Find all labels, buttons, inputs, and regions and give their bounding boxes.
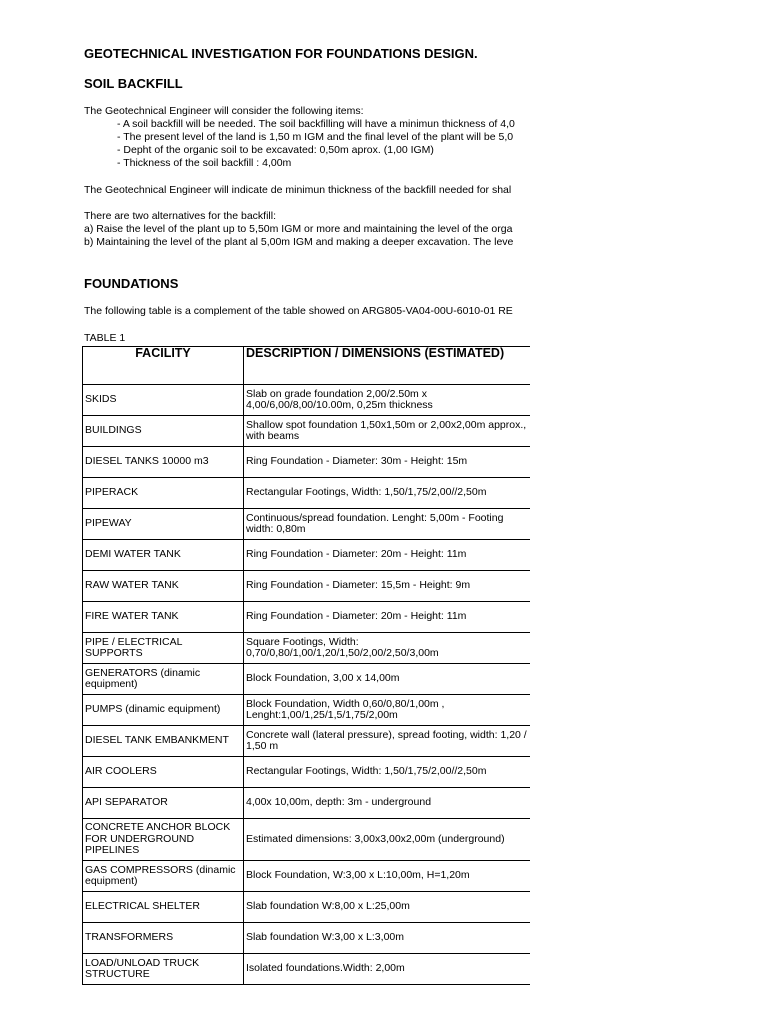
facility-cell: FIRE WATER TANK: [83, 602, 244, 633]
table-row: [83, 757, 531, 788]
table-row: [83, 602, 531, 633]
foundations-heading: FOUNDATIONS: [84, 276, 179, 291]
description-cell: Ring Foundation - Diameter: 20m - Height: 11m: [244, 540, 531, 571]
table-row: [83, 509, 531, 540]
soil-backfill-item: - The present level of the land is 1,50 m IGM and the final level of the plant will be 5,0: [117, 131, 514, 143]
description-cell: Block Foundation, W:3,00 x L:10,00m, H=1,20m: [244, 861, 531, 892]
facility-cell: LOAD/UNLOAD TRUCK STRUCTURE: [83, 954, 244, 985]
document-title: GEOTECHNICAL INVESTIGATION FOR FOUNDATIONS DESIGN.: [84, 46, 478, 61]
alternative-b: b) Maintaining the level of the plant al 5,00m IGM and making a deeper excavation. The leve: [84, 236, 514, 248]
table-label: TABLE 1: [84, 332, 126, 344]
description-cell: Isolated foundations.Width: 2,00m: [244, 954, 531, 985]
table-row: [83, 861, 531, 892]
table-row: [83, 633, 531, 664]
description-cell: Continuous/spread foundation. Lenght: 5,00m - Footing width: 0,80m: [244, 509, 531, 540]
foundations-table: [82, 346, 530, 985]
table-row: [83, 416, 531, 447]
facility-cell: DIESEL TANKS 10000 m3: [83, 447, 244, 478]
table-row: [83, 571, 531, 602]
minimum-thickness-note: The Geotechnical Engineer will indicate de minimun thickness of the backfill needed for shal: [84, 184, 512, 196]
description-cell: Slab foundation W:3,00 x L:3,00m: [244, 923, 531, 954]
facility-cell: GENERATORS (dinamic equipment): [83, 664, 244, 695]
facility-cell: ELECTRICAL SHELTER: [83, 892, 244, 923]
table-header-row: [83, 347, 531, 385]
table-row: [83, 695, 531, 726]
table-row: [83, 540, 531, 571]
description-cell: Concrete wall (lateral pressure), spread footing, width: 1,20 / 1,50 m: [244, 726, 531, 757]
description-cell: Block Foundation, 3,00 x 14,00m: [244, 664, 531, 695]
description-cell: Slab on grade foundation 2,00/2.50m x 4,00/6,00/8,00/10.00m, 0,25m thickness: [244, 385, 531, 416]
table-row: [83, 664, 531, 695]
facility-cell: PIPERACK: [83, 478, 244, 509]
foundations-intro: The following table is a complement of the table showed on ARG805-VA04-00U-6010-01 RE: [84, 305, 513, 317]
facility-cell: TRANSFORMERS: [83, 923, 244, 954]
facility-cell: PIPEWAY: [83, 509, 244, 540]
column-header-facility: FACILITY: [83, 347, 244, 385]
facility-cell: CONCRETE ANCHOR BLOCK FOR UNDERGROUND PIPELINES: [83, 819, 244, 861]
description-cell: Rectangular Footings, Width: 1,50/1,75/2,00//2,50m: [244, 478, 531, 509]
facility-cell: API SEPARATOR: [83, 788, 244, 819]
alternative-a: a) Raise the level of the plant up to 5,50m IGM or more and maintaining the level of the orga: [84, 223, 513, 235]
facility-cell: PUMPS (dinamic equipment): [83, 695, 244, 726]
table-row: [83, 447, 531, 478]
description-cell: 4,00x 10,00m, depth: 3m - underground: [244, 788, 531, 819]
table-row: [83, 819, 531, 861]
facility-cell: SKIDS: [83, 385, 244, 416]
table-row: [83, 892, 531, 923]
soil-backfill-heading: SOIL BACKFILL: [84, 76, 183, 91]
table-row: [83, 923, 531, 954]
description-cell: Square Footings, Width: 0,70/0,80/1,00/1,20/1,50/2,00/2,50/3,00m: [244, 633, 531, 664]
description-cell: Block Foundation, Width 0,60/0,80/1,00m , Lenght:1,00/1,25/1,5/1,75/2,00m: [244, 695, 531, 726]
table-row: [83, 954, 531, 985]
description-cell: Rectangular Footings, Width: 1,50/1,75/2,00//2,50m: [244, 757, 531, 788]
soil-backfill-item: - Thickness of the soil backfill : 4,00m: [117, 157, 292, 169]
soil-backfill-item: - Depht of the organic soil to be excavated: 0,50m aprox. (1,00 IGM): [117, 144, 434, 156]
description-cell: Ring Foundation - Diameter: 30m - Height: 15m: [244, 447, 531, 478]
facility-cell: AIR COOLERS: [83, 757, 244, 788]
table-row: [83, 478, 531, 509]
facility-cell: RAW WATER TANK: [83, 571, 244, 602]
description-cell: Ring Foundation - Diameter: 15,5m - Height: 9m: [244, 571, 531, 602]
column-header-description: DESCRIPTION / DIMENSIONS (ESTIMATED): [244, 347, 531, 385]
description-cell: Estimated dimensions: 3,00x3,00x2,00m (underground): [244, 819, 531, 861]
description-cell: Shallow spot foundation 1,50x1,50m or 2,00x2,00m approx., with beams: [244, 416, 531, 447]
table-row: [83, 726, 531, 757]
soil-backfill-item: - A soil backfill will be needed. The soil backfilling will have a minimun thickness of 4,0: [117, 118, 515, 130]
facility-cell: DEMI WATER TANK: [83, 540, 244, 571]
facility-cell: GAS COMPRESSORS (dinamic equipment): [83, 861, 244, 892]
table-row: [83, 385, 531, 416]
alternatives-intro: There are two alternatives for the backfill:: [84, 210, 277, 222]
facility-cell: PIPE / ELECTRICAL SUPPORTS: [83, 633, 244, 664]
description-cell: Slab foundation W:8,00 x L:25,00m: [244, 892, 531, 923]
table-row: [83, 788, 531, 819]
description-cell: Ring Foundation - Diameter: 20m - Height: 11m: [244, 602, 531, 633]
facility-cell: BUILDINGS: [83, 416, 244, 447]
soil-backfill-intro: The Geotechnical Engineer will consider the following items:: [84, 105, 364, 117]
facility-cell: DIESEL TANK EMBANKMENT: [83, 726, 244, 757]
